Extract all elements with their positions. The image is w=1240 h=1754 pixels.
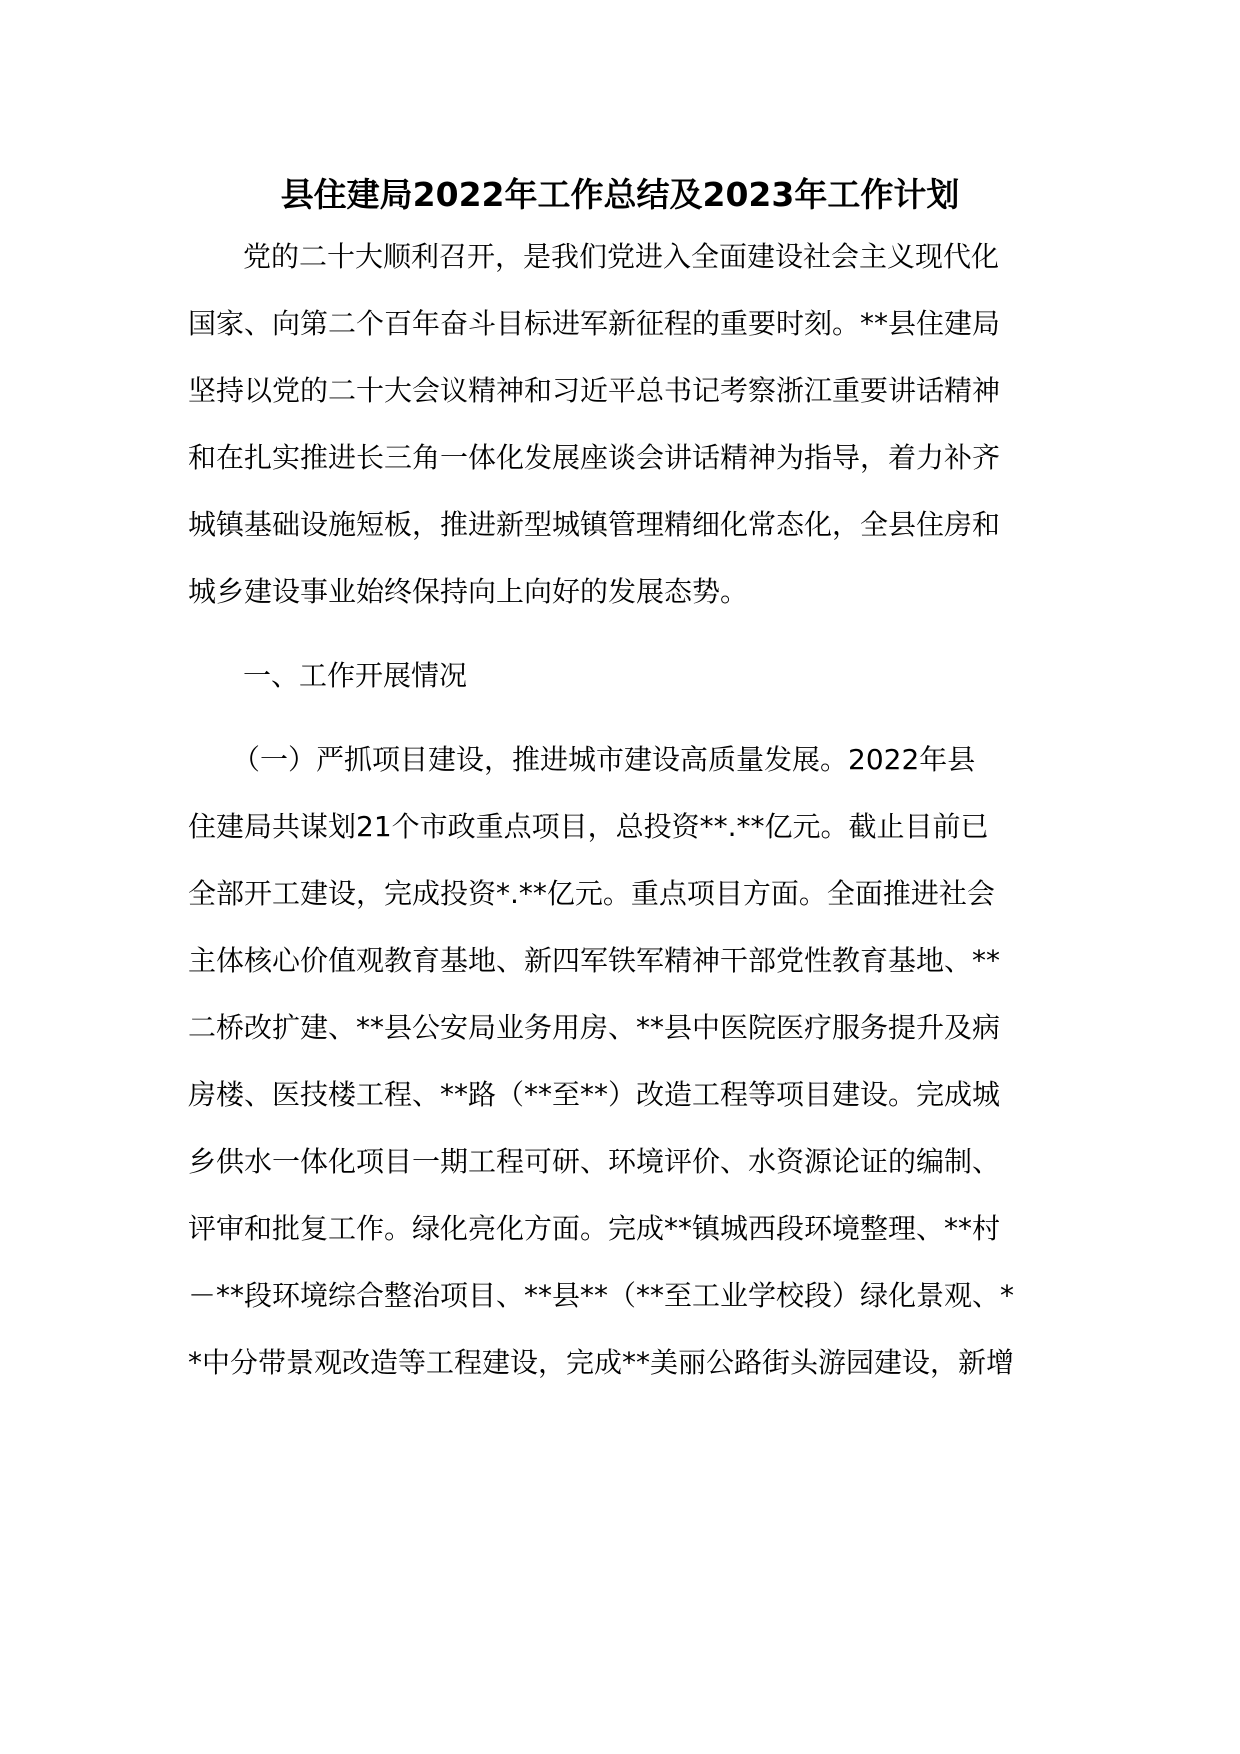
- section-paragraph-line: 评审和批复工作。绿化亮化方面。完成**镇城西段环境整理、**村: [188, 1212, 1001, 1245]
- document-title: 县住建局2022年工作总结及2023年工作计划: [280, 175, 960, 214]
- section-paragraph-line: 住建局共谋划21个市政重点项目，总投资**.**亿元。截止目前已: [188, 810, 989, 843]
- intro-paragraph-line: 党的二十大顺利召开，是我们党进入全面建设社会主义现代化: [243, 240, 1000, 273]
- section-paragraph-line: 主体核心价值观教育基地、新四军铁军精神干部党性教育基地、**: [188, 944, 1001, 977]
- intro-paragraph-line: 国家、向第二个百年奋斗目标进军新征程的重要时刻。**县住建局: [188, 307, 1001, 340]
- section-paragraph-line: 全部开工建设，完成投资*.**亿元。重点项目方面。全面推进社会: [188, 877, 995, 910]
- section-paragraph-line: －**段环境综合整治项目、**县**（**至工业学校段）绿化景观、*: [188, 1279, 1015, 1312]
- section-heading: 一、工作开展情况: [243, 659, 468, 692]
- intro-paragraph-line: 城乡建设事业始终保持向上向好的发展态势。: [188, 575, 749, 608]
- intro-paragraph-line: 坚持以党的二十大会议精神和习近平总书记考察浙江重要讲话精神: [188, 374, 1001, 407]
- intro-paragraph-line: 和在扎实推进长三角一体化发展座谈会讲话精神为指导，着力补齐: [188, 441, 1001, 474]
- section-paragraph-line: *中分带景观改造等工程建设，完成**美丽公路街头游园建设，新增: [188, 1346, 1015, 1379]
- intro-paragraph-line: 城镇基础设施短板，推进新型城镇管理精细化常态化，全县住房和: [188, 508, 1001, 541]
- section-paragraph-line: 二桥改扩建、**县公安局业务用房、**县中医院医疗服务提升及病: [188, 1011, 1001, 1044]
- section-paragraph-line: 乡供水一体化项目一期工程可研、环境评价、水资源论证的编制、: [188, 1145, 1001, 1178]
- section-paragraph-line: 房楼、医技楼工程、**路（**至**）改造工程等项目建设。完成城: [188, 1078, 1001, 1111]
- section-paragraph-line: （一）严抓项目建设，推进城市建设高质量发展。2022年县: [232, 743, 976, 776]
